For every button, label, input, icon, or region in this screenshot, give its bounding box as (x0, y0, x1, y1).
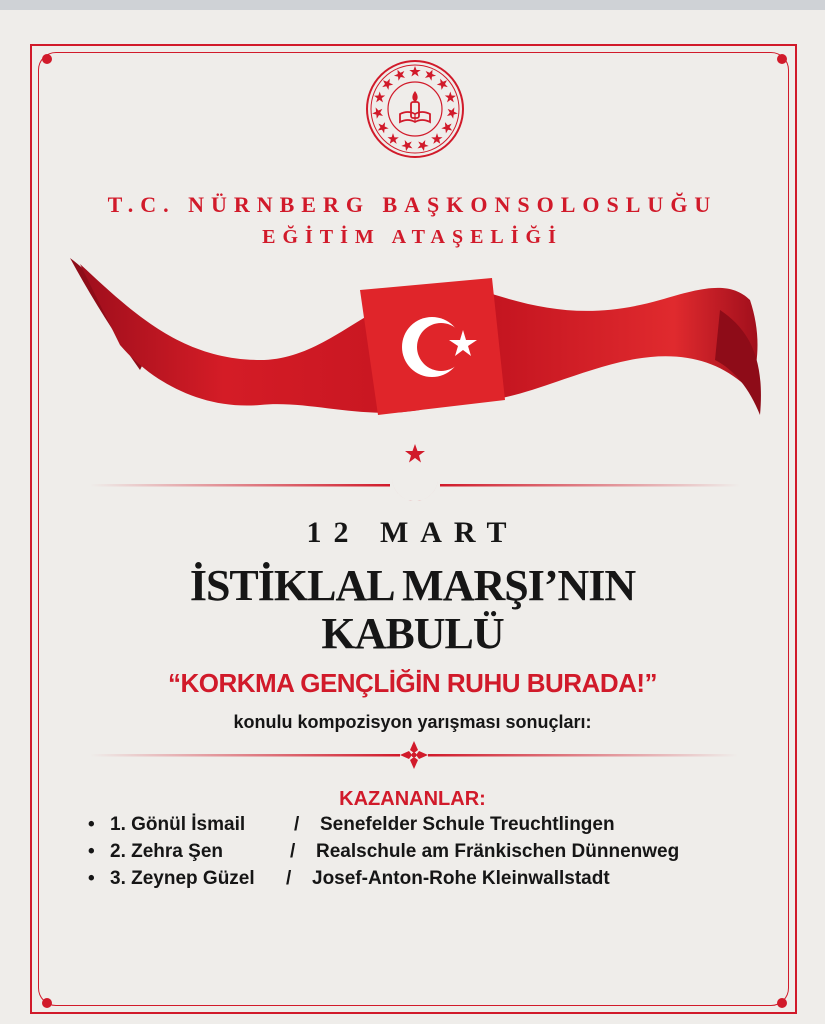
corner-dot-bottom-left (42, 998, 52, 1008)
education-attache: EĞİTİM ATAŞELİĞİ (262, 226, 563, 248)
event-title-line1: İSTİKLAL MARŞI’NIN (189, 561, 636, 610)
event-title-line2: KABULÜ (321, 609, 504, 658)
slogan: “KORKMA GENÇLİĞİN RUHU BURADA!” (167, 668, 658, 698)
corner-dot-top-left (42, 54, 52, 64)
separator: / (290, 841, 296, 862)
crescent-star-icon (0, 440, 825, 520)
list-item (88, 841, 768, 868)
winners-list (88, 814, 768, 895)
list-item (88, 868, 768, 895)
ornament-divider (0, 738, 825, 774)
subtitle: konulu kompozisyon yarışması sonuçları: (233, 712, 592, 732)
winner-name: 1. Gönül İsmail (110, 814, 246, 835)
corner-dot-top-right (777, 54, 787, 64)
winner-school: Realschule am Fränkischen Dünnenweg (316, 841, 680, 862)
winners-heading: KAZANANLAR: (339, 788, 486, 810)
turkish-flag-ribbon-icon (60, 250, 770, 435)
bullet: • (88, 868, 95, 889)
separator: / (286, 868, 292, 889)
consulate-name: T.C. NÜRNBERG BAŞKONSOLOSLUĞU (107, 192, 718, 217)
corner-dot-bottom-right (777, 998, 787, 1008)
winner-school: Senefelder Schule Treuchtlingen (320, 814, 615, 835)
list-item (88, 814, 768, 841)
winner-name: 2. Zehra Şen (110, 841, 223, 862)
winner-school: Josef-Anton-Rohe Kleinwallstadt (312, 868, 610, 889)
event-date: 12 MART (306, 516, 519, 549)
winner-name: 3. Zeynep Güzel (110, 868, 255, 889)
separator: / (294, 814, 300, 835)
bullet: • (88, 814, 95, 835)
top-strip (0, 0, 825, 10)
bullet: • (88, 841, 95, 862)
ministry-of-education-seal-icon (364, 58, 466, 160)
